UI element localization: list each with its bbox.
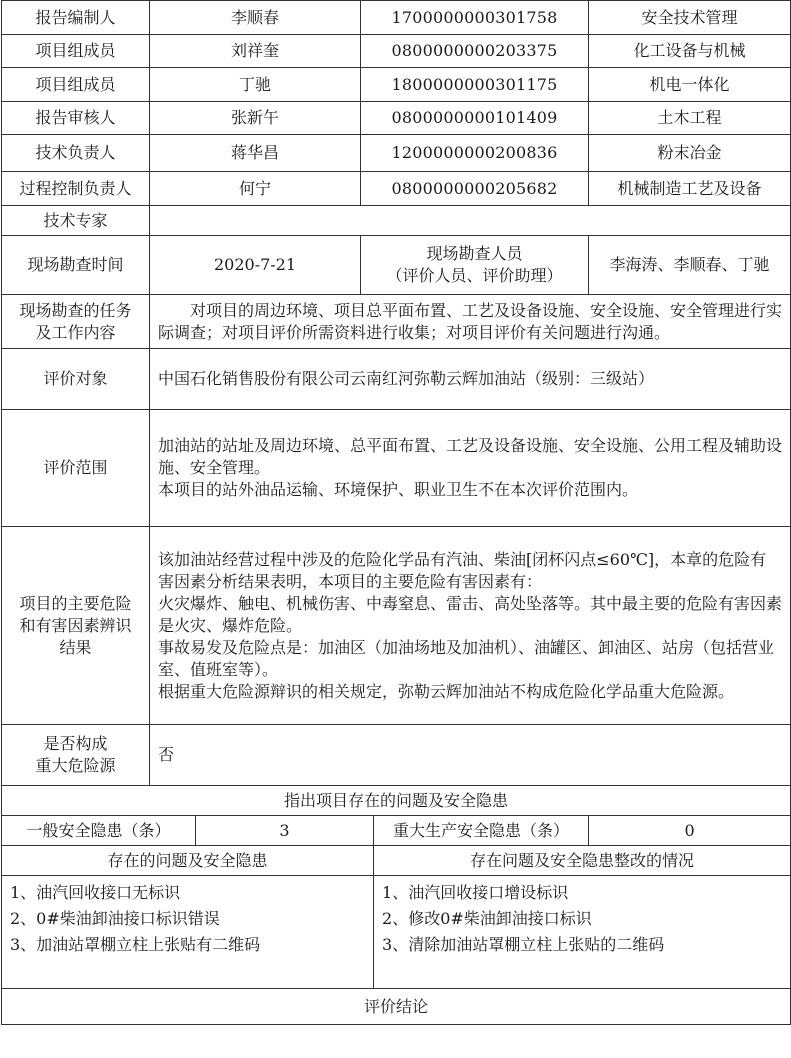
survey-staff-label-line2: （评价人员、评价助理）: [386, 266, 563, 285]
general-hazards-label: 一般安全隐患（条）: [2, 816, 196, 846]
personnel-cert: 0800000000205682: [361, 172, 589, 206]
rectifications-list: [374, 876, 791, 989]
hazards-line: 根据重大危险源辩识的相关规定，弥勒云辉加油站不构成危险化学品重大危险源。: [158, 681, 735, 701]
personnel-name: 蒋华昌: [150, 135, 361, 172]
problem-item: 1、油汽回收接口无标识: [10, 883, 181, 902]
personnel-cert: 1800000000301175: [361, 68, 589, 102]
target-row: [2, 349, 791, 410]
personnel-role: 项目组成员: [2, 35, 150, 68]
personnel-specialty: 机械制造工艺及设备: [589, 172, 791, 206]
personnel-role: 报告审核人: [2, 102, 150, 135]
personnel-name: 张新午: [150, 102, 361, 135]
target-label: 评价对象: [2, 349, 150, 410]
scope-row: [2, 410, 791, 527]
issues-title-row: [2, 786, 791, 816]
conclusion-row: [2, 989, 791, 1025]
task-label-line1: 现场勘查的任务: [19, 300, 132, 320]
personnel-name: 刘祥奎: [150, 35, 361, 68]
personnel-row: [2, 135, 791, 172]
hazards-label-line3: 结果: [59, 637, 92, 657]
scope-line: 加油站的站址及周边环境、总平面布置、工艺及设备设施、安全设施、公用工程及辅助设施、安全管理。: [158, 436, 783, 477]
major-hazards-label: 重大生产安全隐患（条）: [374, 816, 589, 846]
survey-row: [2, 236, 791, 295]
tech-expert-label: 技术专家: [2, 206, 150, 236]
task-content-text: 对项目的周边环境、项目总平面布置、工艺及设备设施、安全设施、安全管理进行实际调查；对项目评价所需资料进行收集；对项目评价有关问题进行沟通。: [158, 300, 783, 342]
major-hazards-count: 0: [589, 816, 791, 846]
problem-item: 3、加油站罩棚立柱上张贴有二维码: [10, 935, 261, 954]
personnel-specialty: 粉末冶金: [589, 135, 791, 172]
survey-staff-value: 李海涛、李顺春、丁驰: [589, 236, 791, 295]
personnel-cert: 1700000000301758: [361, 1, 589, 35]
major-hazard-label: [2, 725, 150, 786]
issues-list-row: [2, 876, 791, 989]
personnel-specialty: 安全技术管理: [589, 1, 791, 35]
issues-count-row: [2, 816, 791, 846]
hazards-label-line2: 和有害因素辨识: [19, 615, 132, 635]
hazards-content: [150, 527, 791, 725]
scope-content: [150, 410, 791, 527]
personnel-cert: 1200000000200836: [361, 135, 589, 172]
personnel-row: [2, 68, 791, 102]
personnel-row: [2, 35, 791, 68]
issues-title: 指出项目存在的问题及安全隐患: [2, 786, 791, 816]
personnel-specialty: 机电一体化: [589, 68, 791, 102]
task-row: [2, 295, 791, 349]
problems-list: [2, 876, 374, 989]
personnel-cert: 0800000000203375: [361, 35, 589, 68]
major-hazard-row: [2, 725, 791, 786]
task-content: [150, 295, 791, 349]
rectification-item: 2、修改0#柴油卸油接口标识: [382, 909, 592, 928]
personnel-specialty: 化工设备与机械: [589, 35, 791, 68]
tech-expert-row: [2, 206, 791, 236]
personnel-row: [2, 1, 791, 35]
personnel-row: [2, 102, 791, 135]
personnel-role: 过程控制负责人: [2, 172, 150, 206]
major-hazard-value: 否: [150, 725, 791, 786]
rectifications-header: 存在问题及安全隐患整改的情况: [374, 846, 791, 876]
hazards-label: [2, 527, 150, 725]
scope-label: 评价范围: [2, 410, 150, 527]
tech-expert-value: [150, 206, 791, 236]
survey-time-label: 现场勘查时间: [2, 236, 150, 295]
major-hazard-label-line2: 重大危险源: [35, 756, 116, 775]
survey-staff-label: [361, 236, 589, 295]
hazards-line: 事故易发及危险点是：加油区（加油场地及加油机）、油罐区、卸油区、站房（包括营业室、值班室等）。: [158, 637, 775, 679]
personnel-role: 项目组成员: [2, 68, 150, 102]
major-hazard-label-line1: 是否构成: [43, 734, 108, 753]
problems-header: 存在的问题及安全隐患: [2, 846, 374, 876]
task-label: [2, 295, 150, 349]
hazards-label-line1: 项目的主要危险: [19, 593, 132, 613]
general-hazards-count: 3: [196, 816, 374, 846]
personnel-cert: 0800000000101409: [361, 102, 589, 135]
evaluation-report-table: [1, 0, 791, 1025]
personnel-name: 何宁: [150, 172, 361, 206]
personnel-role: 技术负责人: [2, 135, 150, 172]
personnel-name: 丁驰: [150, 68, 361, 102]
survey-staff-label-line1: 现场勘查人员: [426, 244, 523, 263]
rectification-item: 3、清除加油站罩棚立柱上张贴的二维码: [382, 935, 665, 954]
issues-header-row: [2, 846, 791, 876]
rectification-item: 1、油汽回收接口增设标识: [382, 883, 569, 902]
hazards-row: [2, 527, 791, 725]
problem-item: 2、0#柴油卸油接口标识错误: [10, 909, 220, 928]
hazards-line: 该加油站经营过程中涉及的危险化学品有汽油、柴油[闭杯闪点≤60℃]，本章的危险有害因素分析结果表明，本项目的主要危险有害因素有：: [158, 549, 767, 591]
scope-line: 本项目的站外油品运输、环境保护、职业卫生不在本次评价范围内。: [158, 480, 639, 499]
task-label-line2: 及工作内容: [35, 322, 116, 342]
conclusion-title: 评价结论: [2, 989, 791, 1025]
personnel-name: 李顺春: [150, 1, 361, 35]
personnel-row: [2, 172, 791, 206]
personnel-specialty: 土木工程: [589, 102, 791, 135]
hazards-line: 火灾爆炸、触电、机械伤害、中毒窒息、雷击、高处坠落等。其中最主要的危险有害因素是火灾、爆炸危险。: [158, 593, 783, 635]
personnel-role: 报告编制人: [2, 1, 150, 35]
survey-time-value: 2020-7-21: [150, 236, 361, 295]
target-content: 中国石化销售股份有限公司云南红河弥勒云辉加油站（级别：三级站）: [150, 349, 791, 410]
